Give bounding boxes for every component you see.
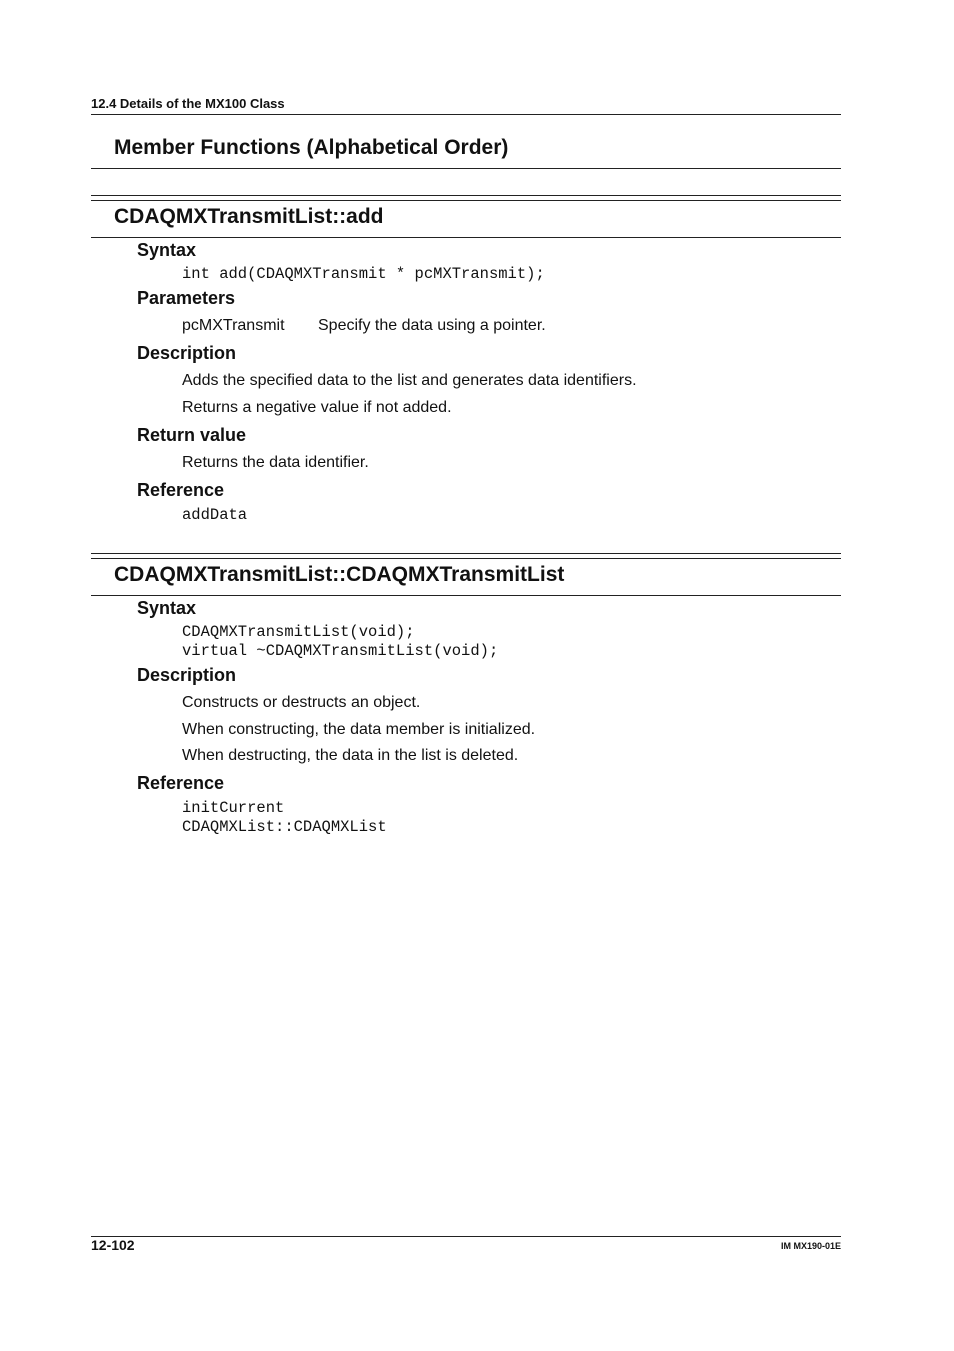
section-rule-top-second: [91, 200, 841, 201]
description-line: Constructs or destructs an object.: [182, 694, 421, 711]
description-line: Returns a negative value if not added.: [182, 399, 452, 416]
page-title: Member Functions (Alphabetical Order): [114, 136, 509, 159]
reference-item: CDAQMXList::CDAQMXList: [182, 818, 387, 836]
parameter-description: Specify the data using a pointer.: [318, 317, 546, 334]
running-header: 12.4 Details of the MX100 Class: [91, 96, 285, 111]
syntax-line: int add(CDAQMXTransmit * pcMXTransmit);: [182, 265, 545, 283]
document-id: IM MX190-01E: [780, 1241, 841, 1251]
title-rule: [91, 168, 841, 169]
function-title-rule: [91, 595, 841, 596]
section-rule-top: [91, 553, 841, 554]
syntax-heading: Syntax: [137, 598, 197, 618]
parameter-name: pcMXTransmit: [182, 317, 285, 334]
description-line: When constructing, the data member is initialized.: [182, 721, 536, 738]
description-heading: Description: [137, 665, 237, 685]
description-line: Adds the specified data to the list and generates data identifiers.: [182, 372, 637, 389]
description-line: When destructing, the data in the list is deleted.: [182, 747, 519, 764]
syntax-line: virtual ~CDAQMXTransmitList(void);: [182, 642, 499, 660]
syntax-heading: Syntax: [137, 240, 197, 260]
return-value-heading: Return value: [137, 425, 247, 445]
function-title-rule: [91, 237, 841, 238]
syntax-line: CDAQMXTransmitList(void);: [182, 623, 415, 641]
parameters-heading: Parameters: [137, 288, 236, 308]
section-rule-top: [91, 195, 841, 196]
return-value-text: Returns the data identifier.: [182, 454, 369, 471]
reference-heading: Reference: [137, 480, 225, 500]
reference-heading: Reference: [137, 773, 225, 793]
footer-rule: [91, 1236, 841, 1237]
reference-item: addData: [182, 506, 248, 524]
reference-item: initCurrent: [182, 799, 285, 817]
description-heading: Description: [137, 343, 237, 363]
page-number: 12-102: [91, 1237, 135, 1253]
function-title-add: CDAQMXTransmitList::add: [114, 205, 384, 228]
section-rule-top-second: [91, 558, 841, 559]
header-rule: [91, 114, 841, 115]
function-title-constructor: CDAQMXTransmitList::CDAQMXTransmitList: [114, 563, 565, 586]
